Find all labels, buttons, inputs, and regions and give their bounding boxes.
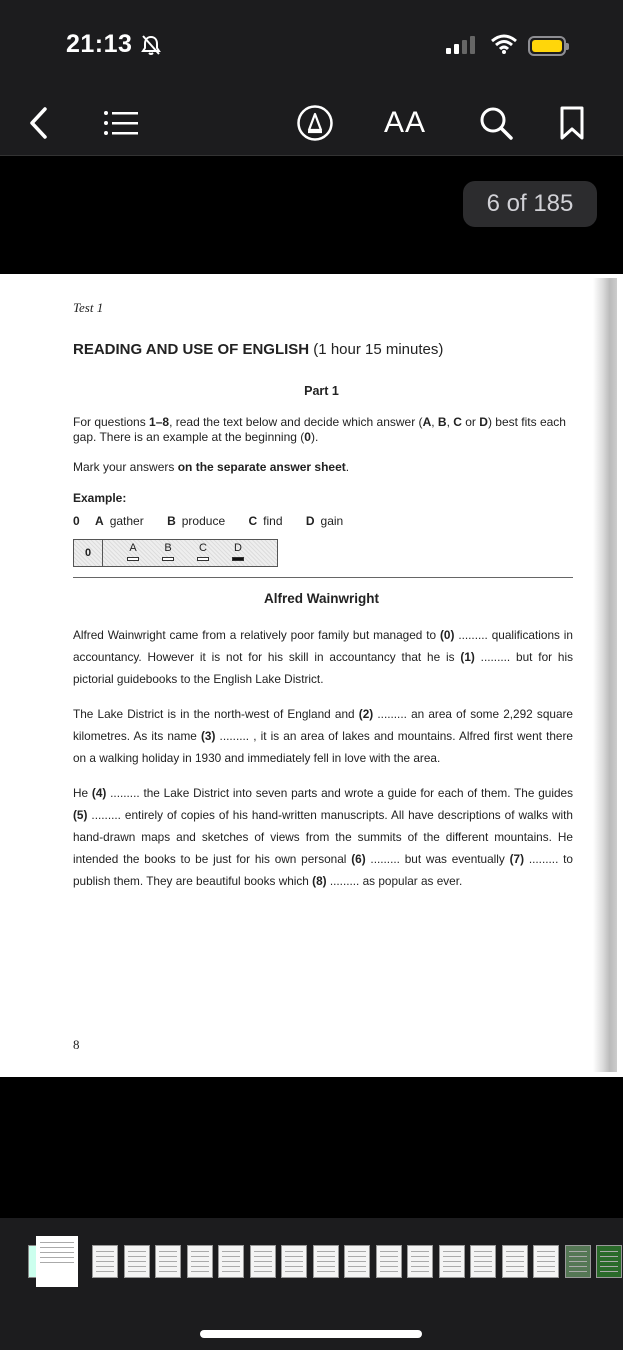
text-size-button[interactable] xyxy=(378,90,432,155)
document-page[interactable] xyxy=(0,274,623,1077)
page-thumbnail[interactable] xyxy=(187,1245,213,1278)
bookmark-icon xyxy=(559,105,585,141)
answer-box-letter-d: D xyxy=(234,542,242,554)
page-thumbnail[interactable] xyxy=(533,1245,559,1278)
status-time: 21:13 xyxy=(66,30,133,58)
divider xyxy=(73,577,573,578)
bookmark-button[interactable] xyxy=(552,90,592,155)
answer-box-letter-a: A xyxy=(129,542,137,554)
paragraph-3: He (4) ......... the Lake District into seven parts and wrote a guide for each of them. The guides (5) ......... entirely of copies of his hand-written manuscripts. All have descriptions of walks with hand-drawn maps and sketches of views from the summits of the different mountains. He intended the books to be just for his own personal (6) ......... but was eventually (7) ......... to publish them. They are beautiful books which (8) ......... as popular as ever. xyxy=(73,786,573,888)
page-thumbnail[interactable] xyxy=(565,1245,591,1278)
answer-mark-c xyxy=(197,557,209,561)
bell-muted-icon xyxy=(140,34,162,56)
paragraph-2: The Lake District is in the north-west of England and (2) ......... an area of some 2,292 square kilometres. As its name (3) ......... , it is an area of lakes and mountains. Alfred first went there on a walking holiday in 1930 and immediately fell in love with the area. xyxy=(73,707,573,765)
page-thumbnail[interactable] xyxy=(281,1245,307,1278)
table-of-contents-button[interactable] xyxy=(98,90,142,155)
answer-mark-b xyxy=(162,557,174,561)
option-b: B produce xyxy=(167,514,226,528)
search-button[interactable] xyxy=(474,90,518,155)
page-thumbnail[interactable] xyxy=(344,1245,370,1278)
test-label: Test 1 xyxy=(73,300,104,315)
page-thumbnail[interactable] xyxy=(313,1245,339,1278)
wifi-icon xyxy=(490,33,518,55)
home-indicator xyxy=(200,1330,422,1338)
page-thumbnail[interactable] xyxy=(596,1245,622,1278)
option-c: C find xyxy=(248,514,283,528)
battery-icon xyxy=(528,36,566,56)
option-d: D gain xyxy=(305,514,344,528)
page-thumbnail[interactable] xyxy=(92,1245,118,1278)
cellular-signal-icon xyxy=(446,34,478,56)
chevron-left-icon xyxy=(27,106,49,140)
answer-mark-d xyxy=(232,557,244,561)
answer-box-letter-b: B xyxy=(164,542,172,554)
status-bar xyxy=(0,0,623,90)
back-button[interactable] xyxy=(18,90,58,155)
answer-box-letter-c: C xyxy=(199,542,207,554)
text-size-label: AA xyxy=(383,105,427,139)
page-indicator: 6 of 185 xyxy=(463,181,597,227)
list-icon xyxy=(101,108,139,138)
page-thumbnail[interactable] xyxy=(502,1245,528,1278)
page-thumbnail[interactable] xyxy=(124,1245,150,1278)
mark-answers-text: Mark your answers on the separate answer sheet. xyxy=(73,460,350,474)
example-options: 0 A gather B produce C find D gain xyxy=(73,514,344,528)
page-background-bottom xyxy=(0,1077,623,1218)
pen-circle-icon xyxy=(296,104,334,142)
markup-button[interactable] xyxy=(292,90,338,155)
instructions-text: For questions 1–8, read the text below and decide which answer (A, B, C or D) best fits each gap. There is an example at the beginning (0). xyxy=(73,415,566,444)
example-label: Example: xyxy=(73,491,127,505)
reader-toolbar xyxy=(0,90,623,156)
section-heading: READING AND USE OF ENGLISH (1 hour 15 minutes) xyxy=(73,341,444,358)
page-thumbnail[interactable] xyxy=(407,1245,433,1278)
text-title: Alfred Wainwright xyxy=(264,591,379,606)
answer-mark-a xyxy=(127,557,139,561)
page-number: 8 xyxy=(73,1037,80,1052)
page-thumbnail[interactable] xyxy=(155,1245,181,1278)
part-heading: Part 1 xyxy=(304,384,339,398)
paragraph-1: Alfred Wainwright came from a relatively poor family but managed to (0) ......... qualifications in accountancy. However it is not for his skill in accountancy that he is (1) ......... but for his pictorial guidebooks to the English Lake District. xyxy=(73,628,574,686)
page-thumbnail[interactable] xyxy=(36,1236,78,1287)
page-thumbnail[interactable] xyxy=(470,1245,496,1278)
option-a: A gather xyxy=(95,514,144,528)
page-thumbnail[interactable] xyxy=(439,1245,465,1278)
page-thumbnail[interactable] xyxy=(218,1245,244,1278)
answer-box-number: 0 xyxy=(74,540,103,566)
search-icon xyxy=(478,105,514,141)
example-answer-box xyxy=(73,539,278,567)
page-thumbnail[interactable] xyxy=(250,1245,276,1278)
page-thumbnail[interactable] xyxy=(376,1245,402,1278)
